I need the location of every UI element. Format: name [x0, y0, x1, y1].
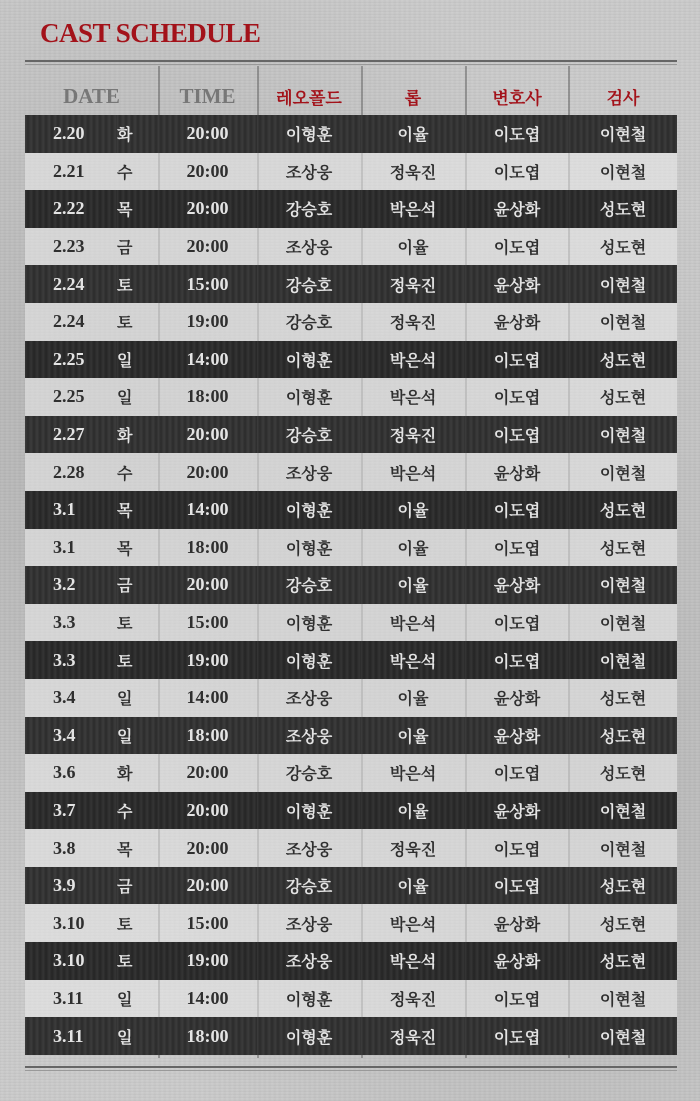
- table-row: [25, 529, 677, 567]
- row-day: 일: [117, 1017, 158, 1055]
- row-lawyer: 윤상화: [465, 566, 569, 604]
- table-row: [25, 566, 677, 604]
- row-leopold: 이형훈: [257, 1017, 361, 1055]
- row-rob: 정욱진: [361, 829, 465, 867]
- row-time: 20:00: [158, 115, 257, 153]
- row-time: 20:00: [158, 153, 257, 191]
- cast-schedule-table: [25, 77, 677, 1055]
- row-rob: 이율: [361, 491, 465, 529]
- table-row: [25, 416, 677, 454]
- row-leopold: 조상웅: [257, 228, 361, 266]
- row-lawyer: 윤상화: [465, 904, 569, 942]
- row-date: 2.28: [25, 453, 117, 491]
- row-leopold: 조상웅: [257, 717, 361, 755]
- row-rob: 정욱진: [361, 303, 465, 341]
- row-lawyer: 이도엽: [465, 153, 569, 191]
- row-leopold: 강승호: [257, 754, 361, 792]
- row-prosecutor: 이현철: [569, 115, 677, 153]
- row-time: 18:00: [158, 529, 257, 567]
- table-row: [25, 303, 677, 341]
- table-row: [25, 1017, 677, 1055]
- row-date: 2.25: [25, 378, 117, 416]
- table-row: [25, 867, 677, 905]
- row-prosecutor: 성도현: [569, 378, 677, 416]
- header-leopold: 레오폴드: [276, 88, 342, 109]
- table-row: [25, 341, 677, 379]
- row-leopold: 강승호: [257, 303, 361, 341]
- row-time: 18:00: [158, 717, 257, 755]
- row-lawyer: 윤상화: [465, 453, 569, 491]
- row-lawyer: 이도엽: [465, 228, 569, 266]
- row-date: 2.23: [25, 228, 117, 266]
- row-day: 수: [117, 792, 158, 830]
- row-prosecutor: 성도현: [569, 228, 677, 266]
- row-prosecutor: 이현철: [569, 980, 677, 1018]
- row-date: 3.1: [25, 491, 117, 529]
- table-row: [25, 378, 677, 416]
- row-rob: 이율: [361, 115, 465, 153]
- table-row: [25, 265, 677, 303]
- row-prosecutor: 이현철: [569, 1017, 677, 1055]
- row-date: 3.4: [25, 717, 117, 755]
- row-day: 토: [117, 942, 158, 980]
- row-prosecutor: 이현철: [569, 416, 677, 454]
- row-rob: 박은석: [361, 604, 465, 642]
- row-time: 15:00: [158, 604, 257, 642]
- row-time: 15:00: [158, 265, 257, 303]
- table-row: [25, 980, 677, 1018]
- row-prosecutor: 성도현: [569, 679, 677, 717]
- header-time: TIME: [179, 83, 236, 108]
- row-day: 일: [117, 717, 158, 755]
- row-rob: 박은석: [361, 341, 465, 379]
- row-time: 18:00: [158, 1017, 257, 1055]
- row-lawyer: 이도엽: [465, 1017, 569, 1055]
- row-lawyer: 윤상화: [465, 303, 569, 341]
- row-leopold: 조상웅: [257, 453, 361, 491]
- row-lawyer: 이도엽: [465, 491, 569, 529]
- row-rob: 정욱진: [361, 1017, 465, 1055]
- row-day: 목: [117, 190, 158, 228]
- row-leopold: 조상웅: [257, 942, 361, 980]
- row-day: 목: [117, 529, 158, 567]
- row-leopold: 강승호: [257, 416, 361, 454]
- row-rob: 박은석: [361, 378, 465, 416]
- row-date: 3.1: [25, 529, 117, 567]
- row-time: 20:00: [158, 416, 257, 454]
- row-time: 20:00: [158, 829, 257, 867]
- row-date: 3.6: [25, 754, 117, 792]
- row-prosecutor: 성도현: [569, 904, 677, 942]
- row-time: 14:00: [158, 341, 257, 379]
- row-leopold: 이형훈: [257, 604, 361, 642]
- row-lawyer: 이도엽: [465, 341, 569, 379]
- table-row: [25, 190, 677, 228]
- table-row: [25, 792, 677, 830]
- row-rob: 이율: [361, 792, 465, 830]
- row-lawyer: 이도엽: [465, 829, 569, 867]
- row-day: 일: [117, 341, 158, 379]
- row-day: 화: [117, 416, 158, 454]
- row-prosecutor: 이현철: [569, 604, 677, 642]
- row-time: 20:00: [158, 566, 257, 604]
- row-rob: 정욱진: [361, 265, 465, 303]
- row-leopold: 조상웅: [257, 904, 361, 942]
- row-lawyer: 윤상화: [465, 792, 569, 830]
- row-lawyer: 윤상화: [465, 265, 569, 303]
- row-rob: 박은석: [361, 904, 465, 942]
- table-row: [25, 942, 677, 980]
- row-rob: 이율: [361, 566, 465, 604]
- row-rob: 박은석: [361, 641, 465, 679]
- row-time: 14:00: [158, 491, 257, 529]
- row-date: 3.3: [25, 604, 117, 642]
- row-lawyer: 이도엽: [465, 604, 569, 642]
- row-time: 14:00: [158, 679, 257, 717]
- row-lawyer: 윤상화: [465, 679, 569, 717]
- table-row: [25, 153, 677, 191]
- header-date: DATE: [63, 83, 120, 108]
- table-row: [25, 754, 677, 792]
- row-leopold: 강승호: [257, 190, 361, 228]
- row-prosecutor: 이현철: [569, 153, 677, 191]
- row-leopold: 이형훈: [257, 115, 361, 153]
- row-time: 15:00: [158, 904, 257, 942]
- row-prosecutor: 이현철: [569, 566, 677, 604]
- row-lawyer: 윤상화: [465, 717, 569, 755]
- row-time: 18:00: [158, 378, 257, 416]
- row-date: 2.24: [25, 265, 117, 303]
- row-rob: 이율: [361, 228, 465, 266]
- row-date: 3.3: [25, 641, 117, 679]
- row-day: 일: [117, 980, 158, 1018]
- row-date: 3.4: [25, 679, 117, 717]
- row-day: 금: [117, 867, 158, 905]
- row-leopold: 조상웅: [257, 679, 361, 717]
- row-leopold: 강승호: [257, 867, 361, 905]
- row-date: 3.7: [25, 792, 117, 830]
- row-time: 19:00: [158, 641, 257, 679]
- row-prosecutor: 성도현: [569, 190, 677, 228]
- table-row: [25, 228, 677, 266]
- row-rob: 박은석: [361, 190, 465, 228]
- row-prosecutor: 이현철: [569, 792, 677, 830]
- row-prosecutor: 성도현: [569, 341, 677, 379]
- header-rob: 롭: [404, 88, 422, 109]
- row-time: 20:00: [158, 754, 257, 792]
- row-prosecutor: 성도현: [569, 717, 677, 755]
- table-row: [25, 604, 677, 642]
- row-date: 3.2: [25, 566, 117, 604]
- row-lawyer: 윤상화: [465, 942, 569, 980]
- row-day: 토: [117, 641, 158, 679]
- table-row: [25, 453, 677, 491]
- row-day: 금: [117, 228, 158, 266]
- row-rob: 정욱진: [361, 980, 465, 1018]
- table-row: [25, 829, 677, 867]
- row-leopold: 조상웅: [257, 153, 361, 191]
- row-date: 3.10: [25, 942, 117, 980]
- row-leopold: 이형훈: [257, 529, 361, 567]
- table-row: [25, 641, 677, 679]
- row-day: 일: [117, 378, 158, 416]
- row-lawyer: 이도엽: [465, 867, 569, 905]
- row-rob: 이율: [361, 679, 465, 717]
- row-time: 20:00: [158, 792, 257, 830]
- row-day: 화: [117, 115, 158, 153]
- row-leopold: 이형훈: [257, 792, 361, 830]
- row-prosecutor: 성도현: [569, 867, 677, 905]
- row-prosecutor: 이현철: [569, 303, 677, 341]
- row-lawyer: 이도엽: [465, 754, 569, 792]
- row-date: 2.20: [25, 115, 117, 153]
- row-time: 20:00: [158, 867, 257, 905]
- row-day: 토: [117, 265, 158, 303]
- row-lawyer: 이도엽: [465, 529, 569, 567]
- table-row: [25, 491, 677, 529]
- row-day: 금: [117, 566, 158, 604]
- row-time: 19:00: [158, 303, 257, 341]
- row-lawyer: 이도엽: [465, 115, 569, 153]
- row-leopold: 강승호: [257, 566, 361, 604]
- row-date: 2.22: [25, 190, 117, 228]
- row-lawyer: 이도엽: [465, 641, 569, 679]
- row-rob: 정욱진: [361, 416, 465, 454]
- row-time: 19:00: [158, 942, 257, 980]
- row-date: 3.8: [25, 829, 117, 867]
- row-lawyer: 이도엽: [465, 980, 569, 1018]
- row-lawyer: 이도엽: [465, 378, 569, 416]
- row-prosecutor: 이현철: [569, 829, 677, 867]
- table-row: [25, 115, 677, 153]
- table-row: [25, 717, 677, 755]
- header-prosecutor: 검사: [606, 88, 640, 109]
- row-date: 2.25: [25, 341, 117, 379]
- page-title: CAST SCHEDULE: [40, 18, 261, 48]
- row-rob: 박은석: [361, 942, 465, 980]
- row-prosecutor: 성도현: [569, 942, 677, 980]
- row-leopold: 이형훈: [257, 378, 361, 416]
- header-lawyer: 변호사: [492, 88, 542, 109]
- row-leopold: 이형훈: [257, 491, 361, 529]
- row-day: 목: [117, 491, 158, 529]
- row-prosecutor: 성도현: [569, 491, 677, 529]
- row-date: 3.10: [25, 904, 117, 942]
- row-rob: 정욱진: [361, 153, 465, 191]
- row-time: 14:00: [158, 980, 257, 1018]
- row-leopold: 이형훈: [257, 980, 361, 1018]
- row-rob: 이율: [361, 717, 465, 755]
- row-day: 목: [117, 829, 158, 867]
- table-row: [25, 679, 677, 717]
- row-day: 일: [117, 679, 158, 717]
- row-date: 3.9: [25, 867, 117, 905]
- top-divider: [25, 60, 677, 65]
- row-day: 수: [117, 153, 158, 191]
- row-date: 3.11: [25, 1017, 117, 1055]
- row-lawyer: 윤상화: [465, 190, 569, 228]
- header-row: [25, 77, 677, 115]
- row-day: 수: [117, 453, 158, 491]
- row-lawyer: 이도엽: [465, 416, 569, 454]
- row-day: 토: [117, 303, 158, 341]
- row-time: 20:00: [158, 228, 257, 266]
- row-day: 화: [117, 754, 158, 792]
- row-prosecutor: 성도현: [569, 754, 677, 792]
- row-leopold: 이형훈: [257, 641, 361, 679]
- row-prosecutor: 이현철: [569, 453, 677, 491]
- row-prosecutor: 성도현: [569, 529, 677, 567]
- row-rob: 박은석: [361, 453, 465, 491]
- row-day: 토: [117, 904, 158, 942]
- row-leopold: 강승호: [257, 265, 361, 303]
- row-rob: 박은석: [361, 754, 465, 792]
- row-date: 2.27: [25, 416, 117, 454]
- row-date: 2.21: [25, 153, 117, 191]
- row-date: 2.24: [25, 303, 117, 341]
- table-row: [25, 904, 677, 942]
- row-leopold: 조상웅: [257, 829, 361, 867]
- row-date: 3.11: [25, 980, 117, 1018]
- row-time: 20:00: [158, 453, 257, 491]
- row-rob: 이율: [361, 529, 465, 567]
- bottom-divider: [25, 1066, 677, 1071]
- row-day: 토: [117, 604, 158, 642]
- row-rob: 이율: [361, 867, 465, 905]
- row-time: 20:00: [158, 190, 257, 228]
- row-prosecutor: 이현철: [569, 265, 677, 303]
- row-leopold: 이형훈: [257, 341, 361, 379]
- row-prosecutor: 이현철: [569, 641, 677, 679]
